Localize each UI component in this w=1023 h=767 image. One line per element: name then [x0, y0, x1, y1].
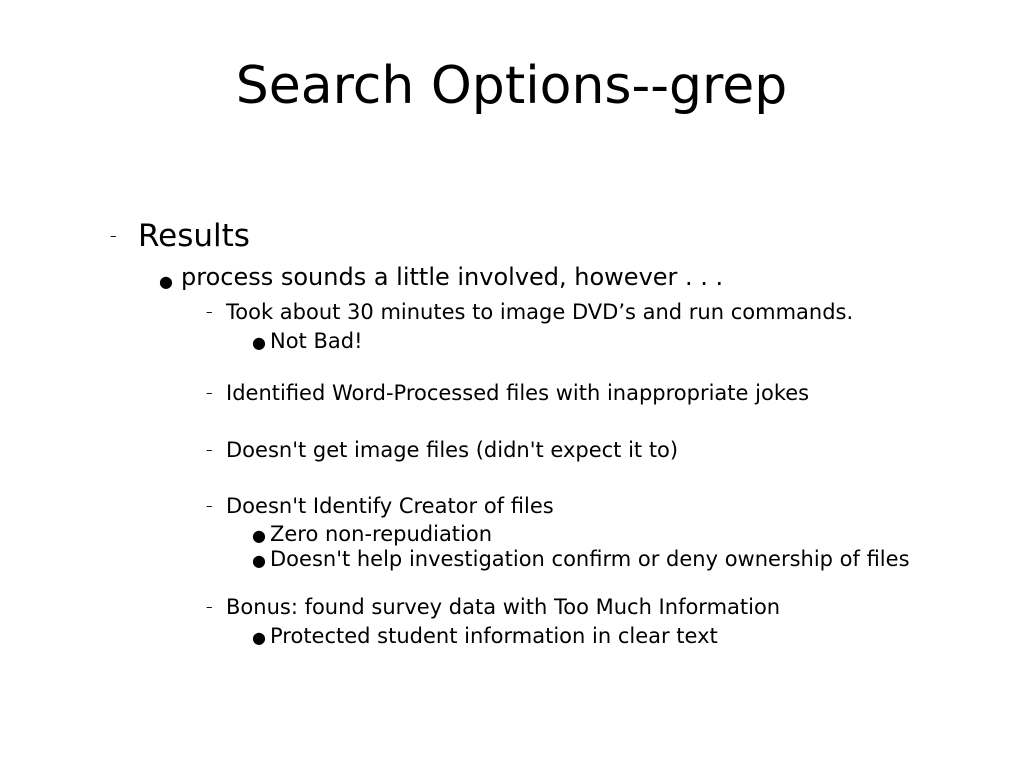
dash-bullet-icon: –	[206, 443, 213, 458]
process-line: process sounds a little involved, however . . .	[181, 263, 724, 291]
result-item: Bonus: found survey data with Too Much Information	[226, 595, 781, 619]
result-subitem: Zero non-repudiation	[270, 522, 493, 546]
dot-bullet-icon: ●	[252, 333, 266, 352]
result-subitem: Not Bad!	[270, 329, 363, 353]
dot-bullet-icon: ●	[252, 526, 266, 545]
result-item: Doesn't Identify Creator of files	[226, 494, 554, 518]
result-item: Identified Word-Processed files with inappropriate jokes	[226, 381, 810, 405]
dash-bullet-icon: –	[206, 305, 213, 320]
dash-bullet-icon: –	[206, 499, 213, 514]
result-subitem: Doesn't help investigation confirm or deny ownership of files	[270, 547, 910, 571]
result-item: Doesn't get image files (didn't expect it to)	[226, 438, 679, 462]
dash-bullet-icon: –	[206, 386, 213, 401]
result-item: Took about 30 minutes to image DVD’s and run commands.	[226, 300, 854, 324]
dash-bullet-icon: –	[206, 600, 213, 615]
dot-bullet-icon: ●	[159, 272, 173, 291]
slide-title: Search Options--grep	[235, 56, 788, 116]
dot-bullet-icon: ●	[252, 551, 266, 570]
dot-bullet-icon: ●	[252, 628, 266, 647]
result-subitem: Protected student information in clear text	[270, 624, 718, 648]
results-heading: Results	[138, 218, 250, 254]
dash-bullet-icon: –	[110, 229, 117, 244]
